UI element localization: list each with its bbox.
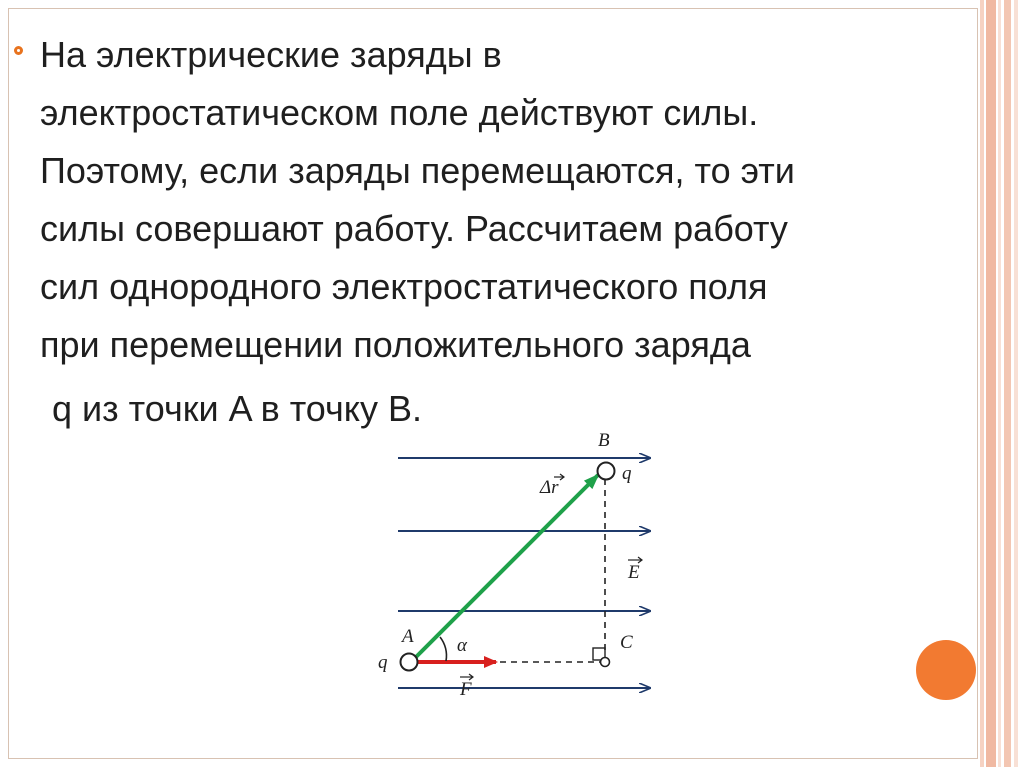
angle-arc (440, 637, 446, 661)
label-delta-r: Δr (540, 477, 559, 498)
point-c (601, 658, 610, 667)
slide-body-text (40, 26, 990, 438)
text-line-6: при перемещении положительного заряда (40, 324, 751, 365)
displacement-vector (416, 475, 598, 657)
text-line-5: сил однородного электростатического поля (40, 266, 768, 307)
electric-field-diagram (360, 425, 660, 715)
label-c: C (620, 632, 633, 653)
charge-b (598, 463, 615, 480)
bullet-circle-icon (14, 46, 23, 55)
text-line-2: электростатическом поле действуют силы. (40, 92, 759, 133)
label-q-top: q (622, 463, 632, 484)
decorative-orange-circle (916, 640, 976, 700)
text-line-7: q из точки A в точку B. (52, 388, 422, 429)
charge-a (401, 654, 418, 671)
label-alpha: α (457, 635, 467, 656)
text-line-1: На электрические заряды в (40, 34, 502, 75)
label-a: A (402, 626, 414, 647)
label-f: F (460, 679, 472, 700)
label-e: E (628, 562, 640, 583)
text-line-4: силы совершают работу. Рассчитаем работу (40, 208, 788, 249)
text-line-3: Поэтому, если заряды перемещаются, то эти (40, 150, 795, 191)
label-q-bottom: q (378, 652, 388, 673)
label-b: B (598, 430, 610, 451)
